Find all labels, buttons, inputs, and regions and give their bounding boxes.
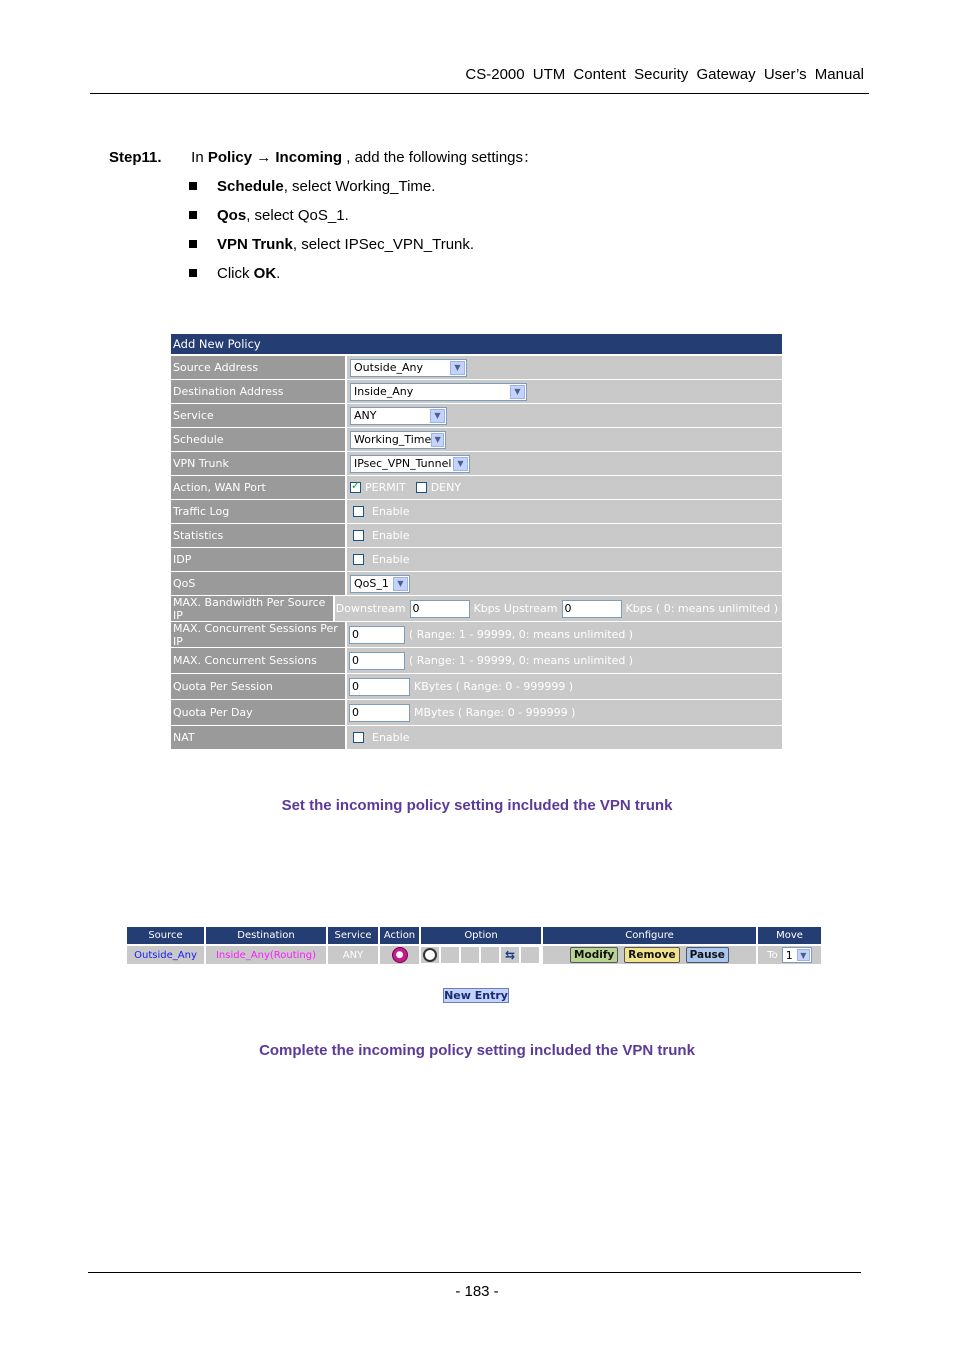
row-schedule — [171, 428, 782, 451]
bullet-item — [187, 207, 474, 236]
remove-button[interactable]: Remove — [624, 947, 679, 963]
mbytes-note: MBytes ( Range: 0 - 999999 ) — [414, 706, 576, 719]
deny-checkbox[interactable] — [416, 482, 427, 493]
row-statistics — [171, 524, 782, 547]
col-header-configure: Configure — [543, 927, 756, 944]
header-rule — [90, 93, 869, 94]
range-note: ( Range: 1 - 99999, 0: means unlimited ) — [409, 628, 634, 641]
upstream-input[interactable]: 0 — [562, 600, 622, 618]
source-value: Outside_Any — [134, 949, 197, 961]
bandwidth-label: MAX. Bandwidth Per Source IP — [171, 596, 333, 621]
bullet-item — [187, 265, 474, 294]
row-vpn-trunk — [171, 452, 782, 475]
cell-source — [127, 946, 204, 964]
form-title: Add New Policy — [171, 334, 782, 354]
kbps-upstream-label: Kbps Upstream — [473, 602, 558, 615]
bullet-text: , select IPSec_VPN_Trunk. — [292, 236, 475, 253]
enable-label: Enable — [372, 529, 410, 542]
traffic-log-icon — [423, 948, 437, 962]
bullet-item — [187, 178, 474, 207]
source-address-label: Source Address — [171, 356, 345, 379]
vpn-trunk-icon: ⇆ — [504, 948, 516, 962]
schedule-select[interactable]: Working_Time ▼ — [350, 431, 446, 449]
action-label: Action, WAN Port — [171, 476, 345, 499]
row-quota-session — [171, 674, 782, 699]
bullet-text: . — [276, 265, 281, 282]
concurrent-per-ip-label: MAX. Concurrent Sessions Per IP — [171, 622, 345, 647]
step-label: Step11. — [109, 149, 162, 166]
permit-checkbox[interactable] — [350, 482, 361, 493]
bullet-text: , select Working_Time. — [283, 178, 436, 195]
downstream-input[interactable]: 0 — [410, 600, 470, 618]
row-bandwidth — [171, 596, 782, 621]
square-bullet-icon — [189, 240, 197, 248]
row-qos — [171, 572, 782, 595]
col-header-service: Service — [328, 927, 378, 944]
option-slot — [521, 947, 539, 963]
bullet-text: , select QoS_1. — [246, 207, 349, 224]
concurrent-sessions-input[interactable]: 0 — [349, 652, 405, 670]
enable-label: Enable — [372, 553, 410, 566]
destination-address-select[interactable]: Inside_Any ▼ — [350, 383, 527, 401]
traffic-log-checkbox[interactable] — [353, 506, 364, 517]
square-bullet-icon — [189, 269, 197, 277]
statistics-checkbox[interactable] — [353, 530, 364, 541]
permit-action-icon: ● — [392, 947, 408, 963]
row-action — [171, 476, 782, 499]
chevron-down-icon: ▼ — [450, 361, 465, 375]
idp-checkbox[interactable] — [353, 554, 364, 565]
move-to-label: To — [767, 949, 778, 961]
bullet-bold: Qos — [217, 207, 247, 224]
row-nat — [171, 726, 782, 749]
service-select[interactable]: ANY ▼ — [350, 407, 447, 425]
qos-select[interactable]: QoS_1 ▼ — [350, 575, 410, 593]
destination-address-label: Destination Address — [171, 380, 345, 403]
option-slot — [461, 947, 479, 963]
kbps-note: Kbps ( 0: means unlimited ) — [625, 602, 778, 615]
deny-label: DENY — [430, 481, 462, 494]
move-select[interactable]: 1 ▼ — [782, 947, 812, 963]
destination-value: Inside_Any(Routing) — [215, 949, 316, 961]
chevron-down-icon: ▼ — [510, 385, 525, 399]
new-entry-button[interactable]: New Entry — [444, 989, 508, 1002]
quota-day-input[interactable]: 0 — [349, 704, 410, 722]
col-header-move: Move — [758, 927, 821, 944]
col-header-option: Option — [421, 927, 541, 944]
service-value: ANY — [342, 949, 364, 961]
col-header-source: Source — [127, 927, 204, 944]
enable-label: Enable — [372, 731, 410, 744]
policy-list-table — [127, 927, 827, 964]
option-slot — [501, 947, 519, 963]
step-line — [109, 146, 538, 167]
service-label: Service — [171, 404, 345, 427]
figure-caption-2: Complete the incoming policy setting included the VPN trunk — [259, 1042, 695, 1059]
add-policy-form — [171, 334, 782, 750]
nat-checkbox[interactable] — [353, 732, 364, 743]
cell-service — [328, 946, 378, 964]
row-quota-day — [171, 700, 782, 725]
square-bullet-icon — [189, 182, 197, 190]
quota-session-label: Quota Per Session — [171, 674, 345, 699]
page-header: CS-2000 UTM Content Security Gateway User’s Manual — [465, 66, 864, 83]
quota-day-label: Quota Per Day — [171, 700, 345, 725]
row-concurrent-sessions — [171, 648, 782, 673]
step-arrow: → — [256, 149, 272, 166]
traffic-log-label: Traffic Log — [171, 500, 345, 523]
pause-button[interactable]: Pause — [686, 947, 729, 963]
quota-session-input[interactable]: 0 — [349, 678, 410, 696]
statistics-label: Statistics — [171, 524, 345, 547]
table-row — [127, 946, 827, 964]
cell-configure — [543, 946, 756, 964]
source-address-select[interactable]: Outside_Any ▼ — [350, 359, 467, 377]
cell-action — [380, 946, 419, 964]
kbytes-note: KBytes ( Range: 0 - 999999 ) — [414, 680, 574, 693]
bullet-bold: OK — [253, 265, 277, 282]
bullet-item — [187, 236, 474, 265]
row-source-address — [171, 356, 782, 379]
chevron-down-icon: ▼ — [430, 409, 445, 423]
vpn-trunk-label: VPN Trunk — [171, 452, 345, 475]
col-header-action: Action — [380, 927, 419, 944]
vpn-trunk-select[interactable]: IPsec_VPN_Tunnel ▼ — [350, 455, 470, 473]
modify-button[interactable]: Modify — [570, 947, 618, 963]
chevron-down-icon: ▼ — [393, 577, 408, 591]
enable-label: Enable — [372, 505, 410, 518]
option-slot — [421, 947, 439, 963]
option-slot — [481, 947, 499, 963]
cell-move — [758, 946, 821, 964]
cell-option — [421, 946, 541, 964]
qos-label: QoS — [171, 572, 345, 595]
idp-label: IDP — [171, 548, 345, 571]
chevron-down-icon: ▼ — [453, 457, 468, 471]
step-in: In — [191, 149, 204, 166]
col-header-destination: Destination — [206, 927, 326, 944]
row-traffic-log — [171, 500, 782, 523]
bullet-list — [187, 178, 474, 294]
concurrent-per-ip-input[interactable]: 0 — [349, 626, 405, 644]
nat-label: NAT — [171, 726, 345, 749]
bullet-bold: Schedule — [217, 178, 284, 195]
chevron-down-icon: ▼ — [797, 949, 810, 961]
table-header — [127, 927, 827, 944]
permit-label: PERMIT — [365, 481, 406, 494]
page-number: - 183 - — [455, 1283, 499, 1300]
footer-rule — [88, 1272, 861, 1273]
cell-destination — [206, 946, 326, 964]
figure-caption-1: Set the incoming policy setting included the VPN trunk — [281, 797, 673, 814]
step-incoming: Incoming — [275, 149, 343, 166]
schedule-label: Schedule — [171, 428, 345, 451]
row-service — [171, 404, 782, 427]
chevron-down-icon: ▼ — [431, 433, 444, 447]
row-destination-address — [171, 380, 782, 403]
bullet-bold: VPN Trunk — [217, 236, 293, 253]
downstream-label: Downstream — [335, 602, 406, 615]
bullet-text: Click — [217, 265, 254, 282]
row-concurrent-per-ip — [171, 622, 782, 647]
step-rest: , add the following settings： — [346, 149, 539, 166]
square-bullet-icon — [189, 211, 197, 219]
range-note: ( Range: 1 - 99999, 0: means unlimited ) — [409, 654, 634, 667]
row-idp — [171, 548, 782, 571]
concurrent-sessions-label: MAX. Concurrent Sessions — [171, 648, 345, 673]
option-slot — [441, 947, 459, 963]
step-policy: Policy — [207, 149, 253, 166]
